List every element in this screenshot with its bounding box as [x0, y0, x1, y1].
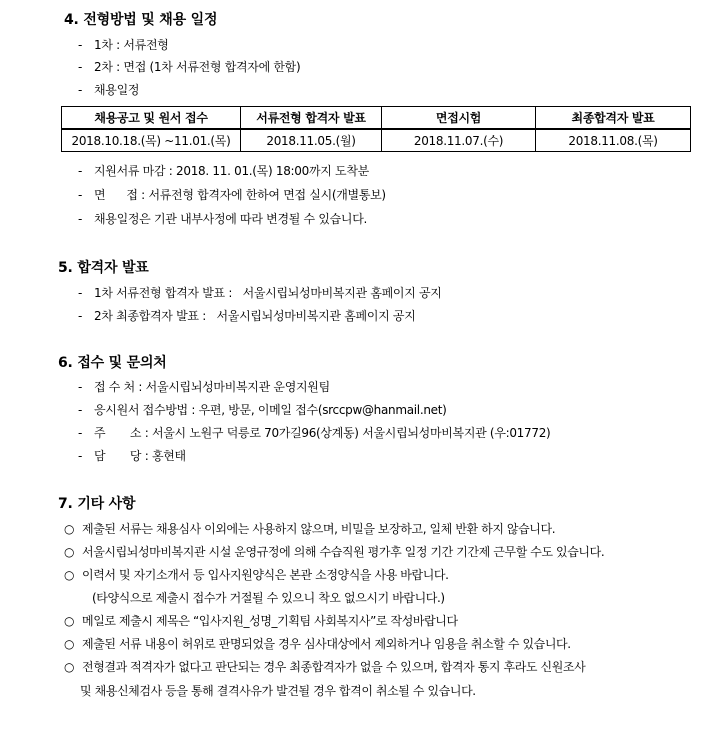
schedule-cell: 2018.11.05.(월) — [241, 129, 382, 152]
section-7-item-6: ○ 전형결과 적격자가 없다고 판단되는 경우 최종합격자가 없을 수 있으며, 합격자 통지 후라도 신원조사 — [64, 660, 586, 674]
section-4-item-1: - 1차 : 서류전형 — [78, 38, 169, 52]
section-4-heading: 4. 전형방법 및 채용 일정 — [64, 12, 218, 28]
section-5-heading: 5. 합격자 발표 — [58, 260, 149, 276]
schedule-cell: 2018.10.18.(목) ~11.01.(목) — [62, 129, 241, 152]
section-4-item-2: - 2차 : 면접 (1차 서류전형 합격자에 한함) — [78, 60, 301, 74]
section-6-item-1: - 접 수 처 : 서울시립뇌성마비복지관 운영지원팀 — [78, 380, 330, 394]
schedule-data-row — [62, 129, 691, 152]
schedule-cell: 2018.11.08.(목) — [536, 129, 691, 152]
schedule-header-cell: 채용공고 및 원서 접수 — [62, 107, 241, 130]
section-7-item-4: ○ 메일로 제출시 제목은 “입사지원_성명_기획팀 사회복지사”로 작성바랍니다 — [64, 614, 458, 628]
section-4-note-2: - 면 접 : 서류전형 합격자에 한하여 면접 실시(개별통보) — [78, 188, 386, 202]
section-7-item-6-continuation: 및 채용신체검사 등을 통해 결격사유가 발견될 경우 합격이 취소될 수 있습니다. — [80, 684, 476, 698]
section-7-item-5: ○ 제출된 서류 내용이 허위로 판명되었을 경우 심사대상에서 제외하거나 임용을 취소할 수 있습니다. — [64, 637, 571, 651]
section-4-note-3: - 채용일정은 기관 내부사정에 따라 변경될 수 있습니다. — [78, 212, 368, 226]
schedule-table — [61, 106, 691, 152]
section-6-heading: 6. 접수 및 문의처 — [58, 355, 167, 371]
section-5-item-1: - 1차 서류전형 합격자 발표 : 서울시립뇌성마비복지관 홈페이지 공지 — [78, 286, 442, 300]
section-6-item-4: - 담 당 : 홍현태 — [78, 449, 186, 463]
schedule-header-cell: 최종합격자 발표 — [536, 107, 691, 130]
section-6-item-3: - 주 소 : 서울시 노원구 덕릉로 70가길96(상계동) 서울시립뇌성마비복지관 (우:01772) — [78, 426, 551, 440]
schedule-header-cell: 서류전형 합격자 발표 — [241, 107, 382, 130]
section-7-item-1: ○ 제출된 서류는 채용심사 이외에는 사용하지 않으며, 비밀을 보장하고, 일체 반환 하지 않습니다. — [64, 522, 556, 536]
section-7-sub-note: (타양식으로 제출시 접수가 거절될 수 있으니 착오 없으시기 바랍니다.) — [92, 591, 445, 605]
section-4-note-1: - 지원서류 마감 : 2018. 11. 01.(목) 18:00까지 도착분 — [78, 164, 369, 178]
section-5-item-2: - 2차 최종합격자 발표 : 서울시립뇌성마비복지관 홈페이지 공지 — [78, 309, 416, 323]
schedule-cell: 2018.11.07.(수) — [382, 129, 536, 152]
schedule-header-cell: 면접시험 — [382, 107, 536, 130]
section-7-item-2: ○ 서울시립뇌성마비복지관 시설 운영규정에 의해 수습직원 평가후 일정 기간 기간제 근무할 수도 있습니다. — [64, 545, 605, 559]
schedule-header-row — [62, 107, 691, 130]
section-6-item-2: - 응시원서 접수방법 : 우편, 방문, 이메일 접수(srccpw@hanmail.net) — [78, 403, 447, 417]
section-7-item-3: ○ 이력서 및 자기소개서 등 입사지원양식은 본관 소정양식을 사용 바랍니다. — [64, 568, 449, 582]
section-4-item-3: - 채용일정 — [78, 83, 140, 97]
section-7-heading: 7. 기타 사항 — [58, 496, 136, 512]
